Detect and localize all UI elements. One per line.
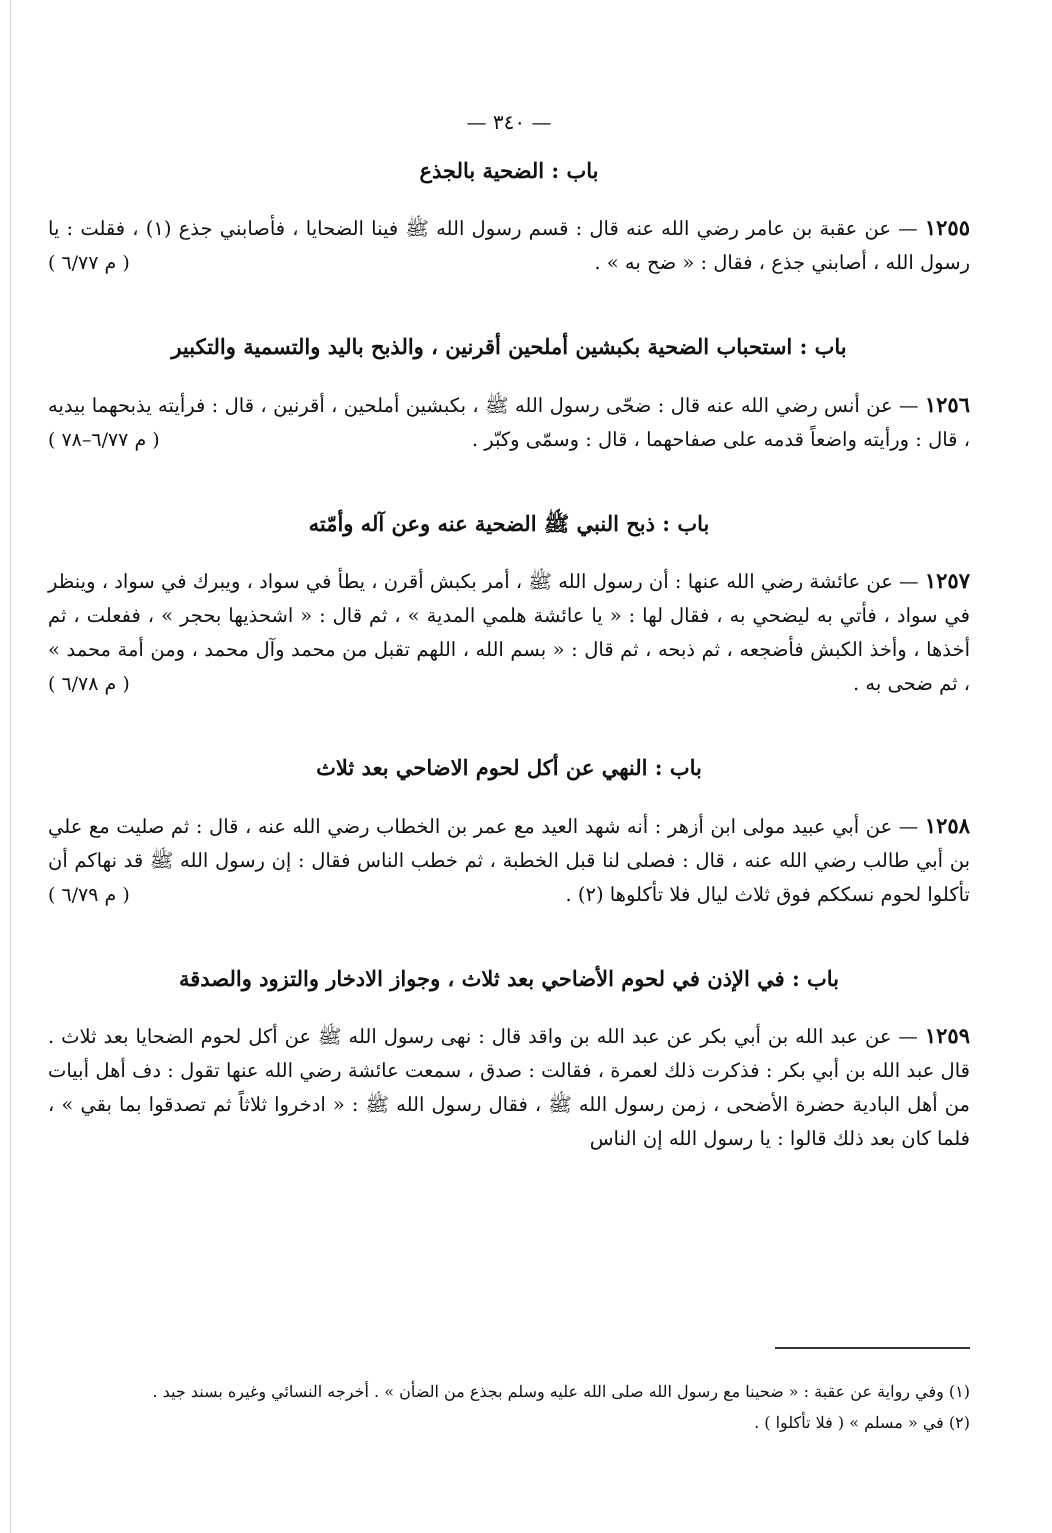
chapter-title: باب : في الإذن في لحوم الأضاحي بعد ثلاث ، وجواز الادخار والتزود والصدقة — [178, 965, 840, 991]
hadith-number: ١٢٥٦ — [924, 391, 970, 417]
source-reference: ( م ٦/٧٧ ) — [48, 252, 130, 275]
chapter-title: باب : النهي عن أكل لحوم الاضاحي بعد ثلاث — [316, 755, 702, 781]
chapter-title: باب : الضحية بالجذع — [419, 158, 599, 183]
chapter-title: باب : ذبح النبي ﷺ الضحية عنه وعن آله وأمّته — [308, 510, 710, 536]
hadith-number: ١٢٥٥ — [924, 215, 970, 241]
footnote-1: (١) وفي رواية عن عقبة : « ضحينا مع رسول الله صلى الله عليه وسلم بجذع من الضأن » . أخرجه النسائي وغيره بسند جيد . — [152, 1382, 970, 1401]
hadith-number: ١٢٥٧ — [924, 568, 970, 594]
footnote-2: (٢) في « مسلم » ( فلا تأكلوا ) . — [754, 1413, 970, 1432]
source-reference: ( م ٦/٧٩ ) — [48, 883, 130, 906]
source-reference: ( م ٦/٧٧–٧٨ ) — [48, 428, 160, 451]
hadith-text: — عن عائشة رضي الله عنها : أن رسول الله ﷺ ، أمر بكبش أقرن ، يطأ في سواد ، ويبرك في سواد ، وينظر في سواد ، فأتي به ليضحي به ، فقال لها : « يا عائشة هلمي المدية » ، ثم قال : « اشحذيها بحجر » ، ففعلت ، ثم أخذها ، وأخذ الكبش فأضجعه ، ثم ذبحه ، ثم قال : « بسم الله ، اللهم تقبل من محمد وآل محمد ، ومن أمة محمد » ، ثم ضحى به . — [48, 570, 970, 696]
hadith-paragraph — [48, 388, 970, 457]
hadith-paragraph — [48, 809, 970, 912]
hadith-text: — عن عبد الله بن أبي بكر عن عبد الله بن واقد قال : نهى رسول الله ﷺ عن أكل لحوم الضحايا بعد ثلاث . قال عبد الله بن أبي بكر : فذكرت ذلك لعمرة ، فقالت : صدق ، سمعت عائشة رضي الله عنها تقول : دف أهل أبيات من أهل البادية حضرة الأضحى ، زمن رسول الله ﷺ ، فقال رسول الله ﷺ : « ادخروا ثلاثاً ثم تصدقوا بما بقي » ، فلما كان بعد ذلك قالوا : يا رسول الله إن الناس — [48, 1024, 970, 1150]
hadith-number: ١٢٥٨ — [924, 812, 970, 838]
chapter-1255 — [48, 156, 970, 280]
page-body — [48, 100, 970, 1208]
footnotes — [48, 1376, 970, 1438]
page-number: — ٣٤٠ — — [466, 110, 552, 134]
hadith-paragraph — [48, 1019, 970, 1156]
chapter-1256 — [48, 332, 970, 456]
hadith-paragraph — [48, 211, 970, 280]
hadith-number: ١٢٥٩ — [924, 1022, 970, 1048]
source-reference: ( م ٦/٧٨ ) — [48, 673, 130, 696]
chapter-title: باب : استحباب الضحية بكبشين أملحين أقرنين ، والذبح باليد والتسمية والتكبير — [171, 334, 847, 360]
chapter-1259 — [48, 964, 970, 1156]
hadith-paragraph — [48, 564, 970, 701]
hadith-text: — عن أبي عبيد مولى ابن أزهر : أنه شهد العيد مع عمر بن الخطاب رضي الله عنه ، قال : ثم صليت مع علي بن أبي طالب رضي الله عنه ، قال : فصلى لنا قبل الخطبة ، ثم خطب الناس فقال : إن رسول الله ﷺ قد نهاكم أن تأكلوا لحوم نسككم فوق ثلاث ليال فلا تأكلوها (٢) . — [48, 814, 970, 906]
hadith-text: — عن عقبة بن عامر رضي الله عنه قال : قسم رسول الله ﷺ فينا الضحايا ، فأصابني جذع (١) ، فقلت : يا رسول الله ، أصابني جذع ، فقال : « ضح به » . — [48, 217, 970, 275]
hadith-text: — عن أنس رضي الله عنه قال : ضحّى رسول الله ﷺ ، بكبشين أملحين ، أقرنين ، قال : فرأيته يذبحهما بيديه ، قال : ورأيته واضعاً قدمه على صفاحهما ، قال : وسمّى وكبّر . — [48, 393, 970, 451]
footnote-divider — [775, 1347, 970, 1349]
chapter-1258 — [48, 753, 970, 911]
chapter-1257 — [48, 509, 970, 701]
page-edge-line — [10, 0, 11, 1533]
